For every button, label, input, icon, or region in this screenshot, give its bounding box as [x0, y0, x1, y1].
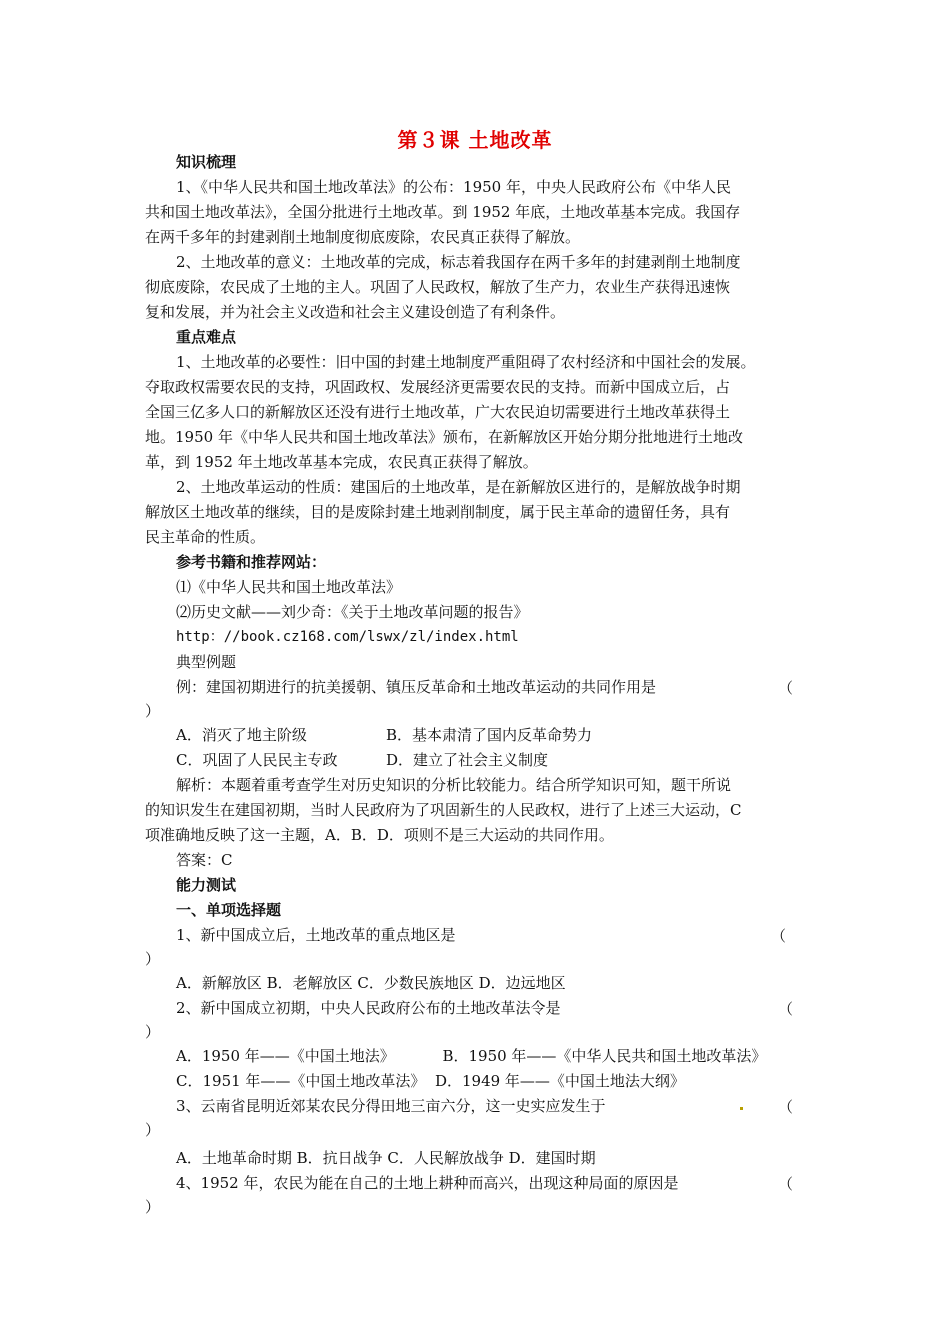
option-a: A．消灭了地主阶级	[176, 726, 307, 744]
question-2-options: C．1951 年——《中国土地改革法》 D．1949 年——《中国土地法大纲》	[176, 1072, 685, 1090]
paragraph-line: 1、《中华人民共和国土地改革法》的公布：1950 年，中央人民政府公布《中华人民	[176, 178, 731, 196]
reference-item: ⑴《中华人民共和国土地改革法》	[176, 578, 402, 596]
question-3: 3、云南省昆明近郊某农民分得田地三亩六分，这一史实应发生于	[176, 1097, 606, 1115]
paragraph-line: 民主革命的性质。	[145, 528, 266, 546]
paragraph-line: 解放区土地改革的继续，目的是废除封建土地剥削制度，属于民主革命的遗留任务，具有	[145, 503, 731, 521]
paragraph-line: 夺取政权需要农民的支持，巩固政权、发展经济更需要农民的支持。而新中国成立后，占	[145, 378, 731, 396]
paragraph-line: 2、土地改革运动的性质：建国后的土地改革，是在新解放区进行的，是解放战争时期	[176, 478, 741, 496]
question-4: 4、1952 年，农民为能在自己的土地上耕种而高兴，出现这种局面的原因是	[176, 1174, 679, 1192]
paragraph-line: 地。1950 年《中华人民共和国土地改革法》颁布，在新解放区开始分期分批地进行土地改	[145, 428, 743, 446]
question-2-options: A．1950 年——《中国土地法》 B．1950 年——《中华人民共和国土地改革法》	[176, 1047, 767, 1065]
example-question: 例：建国初期进行的抗美援朝、镇压反革命和土地改革运动的共同作用是	[176, 678, 657, 696]
section-heading-knowledge: 知识梳理	[176, 153, 237, 171]
question-1: 1、新中国成立后，土地改革的重点地区是	[176, 926, 456, 944]
stray-mark	[740, 1107, 743, 1110]
answer-paren-close: ）	[145, 950, 161, 968]
paragraph-line: 2、土地改革的意义：土地改革的完成，标志着我国存在两千多年的封建剥削土地制度	[176, 253, 741, 271]
paragraph-line: 全国三亿多人口的新解放区还没有进行土地改革，广大农民迫切需要进行土地改革获得土	[145, 403, 731, 421]
answer-line: 答案：C	[176, 851, 233, 869]
subheading-single-choice: 一、单项选择题	[176, 901, 282, 919]
page-title: 第３课 土地改革	[397, 128, 553, 152]
paragraph-line: 复和发展，并为社会主义改造和社会主义建设创造了有利条件。	[145, 303, 566, 321]
section-heading-key-points: 重点难点	[176, 328, 237, 346]
reference-item: ⑵历史文献——刘少奇：《关于土地改革问题的报告》	[176, 603, 529, 621]
question-3-options: A．土地革命时期 B．抗日战争 C．人民解放战争 D．建国时期	[176, 1149, 596, 1167]
analysis-line: 的知识发生在建国初期，当时人民政府为了巩固新生的人民政权，进行了上述三大运动，C	[145, 801, 742, 819]
analysis-line: 解析：本题着重考查学生对历史知识的分析比较能力。结合所学知识可知，题干所说	[176, 776, 732, 794]
question-1-options: A．新解放区 B．老解放区 C．少数民族地区 D．边远地区	[176, 974, 566, 992]
section-heading-references: 参考书籍和推荐网站：	[176, 553, 327, 571]
answer-paren-open: （	[778, 1175, 794, 1193]
paragraph-line: 革，到 1952 年土地改革基本完成，农民真正获得了解放。	[145, 453, 538, 471]
paragraph-line: 彻底废除，农民成了土地的主人。巩固了人民政权，解放了生产力，农业生产获得迅速恢	[145, 278, 731, 296]
paragraph-line: 在两千多年的封建剥削土地制度彻底废除，农民真正获得了解放。	[145, 228, 581, 246]
answer-paren-close: ）	[145, 1023, 161, 1041]
analysis-line: 项准确地反映了这一主题，A．B．D．项则不是三大运动的共同作用。	[145, 826, 614, 844]
section-heading-test: 能力测试	[176, 876, 237, 894]
question-2: 2、新中国成立初期，中央人民政府公布的土地改革法令是	[176, 999, 561, 1017]
reference-url-link[interactable]: http：//book.cz168.com/lswx/zl/index.html	[176, 629, 519, 645]
answer-paren-close: ）	[145, 702, 161, 720]
answer-paren-open: （	[778, 1098, 794, 1116]
option-d: D．建立了社会主义制度	[386, 751, 549, 769]
option-b: B．基本肃清了国内反革命势力	[386, 726, 593, 744]
example-heading: 典型例题	[176, 653, 237, 671]
paragraph-line: 1、土地改革的必要性：旧中国的封建土地制度严重阻碍了农村经济和中国社会的发展。	[176, 353, 756, 371]
option-c: C．巩固了人民民主专政	[176, 751, 338, 769]
answer-paren-open: （	[778, 679, 794, 697]
answer-paren-open: （	[771, 927, 787, 945]
answer-paren-close: ）	[145, 1198, 161, 1216]
answer-paren-close: ）	[145, 1121, 161, 1139]
answer-paren-open: （	[778, 1000, 794, 1018]
paragraph-line: 共和国土地改革法》，全国分批进行土地改革。到 1952 年底，土地改革基本完成。我国存	[145, 203, 741, 221]
